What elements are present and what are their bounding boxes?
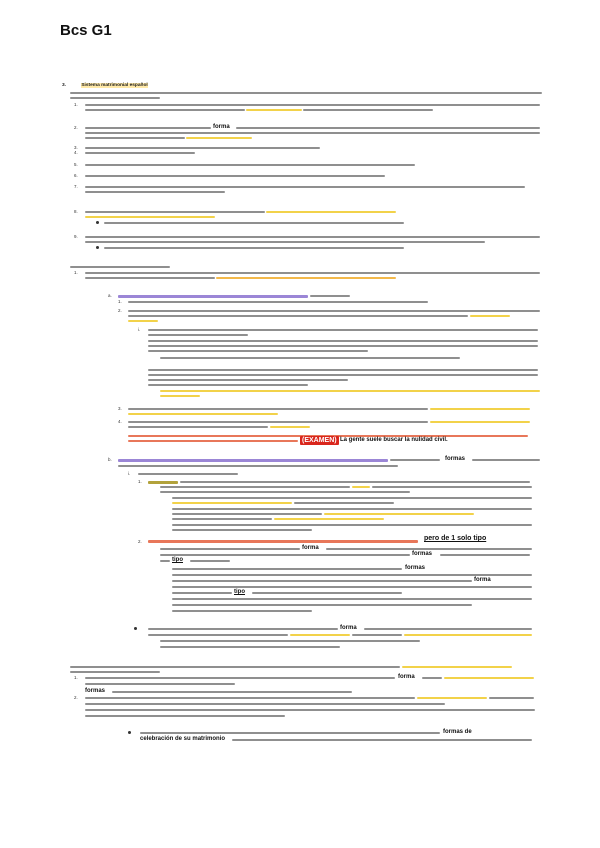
- highlighted-text: [160, 390, 540, 392]
- term-formas-de: formas de: [443, 729, 472, 735]
- list-marker: 5.: [74, 162, 78, 167]
- text-line: [70, 666, 400, 668]
- text-line: [172, 524, 532, 526]
- highlighted-text: [160, 395, 200, 397]
- highlighted-text: [430, 408, 530, 410]
- highlighted-text: [404, 634, 532, 636]
- text-line: [70, 97, 160, 99]
- document-title: Bcs G1: [60, 22, 112, 39]
- text-line: [160, 640, 420, 642]
- section-number: 3.: [62, 83, 67, 88]
- text-line: [489, 697, 534, 699]
- text-line: [85, 703, 445, 705]
- bullet: [134, 627, 137, 630]
- highlighted-text: [324, 513, 474, 515]
- text-line: [172, 580, 472, 582]
- term-formas: formas: [412, 551, 433, 557]
- bullet: [96, 246, 99, 249]
- text-line: [172, 586, 532, 588]
- text-line: [128, 426, 268, 428]
- text-line: [148, 628, 338, 630]
- list-marker: 2.: [118, 308, 122, 313]
- text-line: [85, 277, 215, 279]
- text-line: [85, 241, 485, 243]
- text-line: [172, 513, 322, 515]
- list-marker: 9.: [74, 234, 78, 239]
- text-line: [148, 329, 538, 331]
- text-line: [172, 604, 472, 606]
- text-line: [148, 379, 348, 381]
- list-marker: 1.: [138, 479, 142, 484]
- highlighted-text: [216, 277, 396, 279]
- text-line: [85, 211, 265, 213]
- text-line: [85, 147, 320, 149]
- highlighted-text: [128, 320, 158, 322]
- text-line: [85, 677, 395, 679]
- bullet: [128, 731, 131, 734]
- highlighted-text: [186, 137, 252, 139]
- text-line: [85, 152, 195, 154]
- text-line: [148, 334, 248, 336]
- list-marker: i.: [128, 471, 131, 476]
- text-line: [70, 671, 160, 673]
- text-line: [85, 132, 540, 134]
- text-line: [160, 560, 170, 562]
- text-line: [128, 421, 428, 423]
- text-line: [148, 634, 288, 636]
- text-line: [128, 408, 428, 410]
- text-line: [160, 548, 300, 550]
- list-marker: 1.: [74, 675, 78, 680]
- text-line: [85, 697, 415, 699]
- term-formas: formas: [405, 565, 426, 571]
- highlighted-text: [444, 677, 534, 679]
- text-line: [148, 369, 538, 371]
- highlighted-text: [270, 426, 310, 428]
- text-line: [236, 127, 540, 129]
- term-tipo: tipo: [172, 557, 183, 563]
- term-formas: formas: [445, 456, 466, 462]
- text-line: [85, 683, 235, 685]
- term-forma: forma: [213, 124, 230, 130]
- text-line: [172, 592, 232, 594]
- text-line: [104, 247, 404, 249]
- highlighted-text: [148, 481, 178, 484]
- text-line: [160, 486, 350, 488]
- text-line: [85, 137, 185, 139]
- list-marker: 8.: [74, 209, 78, 214]
- highlighted-text: [402, 666, 512, 668]
- list-marker: 6.: [74, 173, 78, 178]
- text-line: [160, 491, 410, 493]
- highlighted-text: [172, 502, 292, 504]
- term-pero-1-solo-tipo: pero de 1 solo tipo: [424, 535, 487, 542]
- exam-badge: (EXAMEN): [302, 437, 337, 444]
- text-line: [352, 634, 402, 636]
- list-marker: 2.: [74, 695, 78, 700]
- text-line: [85, 186, 525, 188]
- highlighted-text: [417, 697, 487, 699]
- section-heading-text: Sistema matrimonial español: [81, 83, 148, 88]
- text-line: [172, 497, 532, 499]
- highlighted-text: [148, 540, 418, 543]
- nulidad-note: La gente suele buscar la nulidad civil.: [340, 437, 448, 443]
- text-line: [128, 310, 540, 312]
- highlighted-text: [128, 413, 278, 415]
- list-marker: 7.: [74, 184, 78, 189]
- highlighted-text: [352, 486, 370, 488]
- text-line: [148, 384, 308, 386]
- term-forma: forma: [340, 625, 357, 631]
- list-marker: 2.: [74, 125, 78, 130]
- term-forma: forma: [398, 674, 415, 680]
- text-line: [128, 301, 428, 303]
- highlighted-text: [118, 295, 308, 298]
- highlighted-text: [118, 459, 388, 462]
- term-formas: formas: [85, 688, 106, 694]
- list-marker: 4.: [118, 419, 122, 424]
- text-line: [172, 518, 272, 520]
- term-tipo: tipo: [234, 589, 245, 595]
- list-marker: 1.: [74, 102, 78, 107]
- highlighted-text: [290, 634, 350, 636]
- text-line: [160, 357, 460, 359]
- list-marker: 1.: [118, 299, 122, 304]
- text-line: [172, 568, 402, 570]
- highlighted-text: [430, 421, 530, 423]
- text-line: [70, 92, 542, 94]
- list-marker: a.: [108, 293, 112, 298]
- text-line: [422, 677, 442, 679]
- list-marker: 4.: [74, 150, 78, 155]
- list-marker: 3.: [74, 145, 78, 150]
- highlighted-text: [470, 315, 510, 317]
- text-line: [85, 272, 540, 274]
- text-line: [160, 646, 340, 648]
- text-line: [70, 266, 170, 268]
- text-line: [85, 104, 540, 106]
- text-line: [294, 502, 394, 504]
- text-line: [180, 481, 530, 483]
- text-line: [303, 109, 433, 111]
- highlighted-text: [266, 211, 396, 213]
- text-line: [85, 191, 225, 193]
- section-heading: [62, 83, 148, 88]
- text-line: [160, 554, 410, 556]
- text-line: [138, 473, 238, 475]
- text-line: [232, 739, 532, 741]
- text-line: [140, 732, 440, 734]
- text-line: [390, 459, 440, 461]
- text-line: [112, 691, 352, 693]
- list-marker: 3.: [118, 406, 122, 411]
- term-forma: forma: [474, 577, 491, 583]
- highlighted-text: [274, 518, 384, 520]
- text-line: [172, 598, 532, 600]
- text-line: [85, 709, 535, 711]
- text-line: [472, 459, 540, 461]
- text-line: [148, 374, 538, 376]
- text-line: [190, 560, 230, 562]
- bullet: [96, 221, 99, 224]
- text-line: [85, 236, 540, 238]
- text-line: [172, 529, 312, 531]
- text-line: [104, 222, 404, 224]
- list-marker: i.: [138, 327, 141, 332]
- text-line: [148, 345, 538, 347]
- highlighted-text: [85, 216, 215, 218]
- list-marker: 1.: [74, 270, 78, 275]
- highlighted-text: [128, 440, 298, 442]
- text-line: [128, 315, 468, 317]
- text-line: [172, 610, 312, 612]
- text-line: [440, 554, 530, 556]
- list-marker: 2.: [138, 539, 142, 544]
- term-forma: forma: [302, 545, 319, 551]
- text-line: [148, 350, 368, 352]
- text-line: [85, 715, 285, 717]
- text-line: [172, 508, 532, 510]
- text-line: [118, 465, 398, 467]
- text-line: [364, 628, 532, 630]
- term-celebracion: celebración de su matrimonio: [140, 736, 226, 742]
- list-marker: b.: [108, 457, 112, 462]
- highlighted-text: [246, 109, 302, 111]
- text-line: [310, 295, 350, 297]
- text-line: [85, 175, 385, 177]
- text-line: [85, 164, 415, 166]
- text-line: [85, 127, 211, 129]
- text-line: [85, 109, 245, 111]
- text-line: [148, 340, 538, 342]
- text-line: [372, 486, 532, 488]
- text-line: [252, 592, 402, 594]
